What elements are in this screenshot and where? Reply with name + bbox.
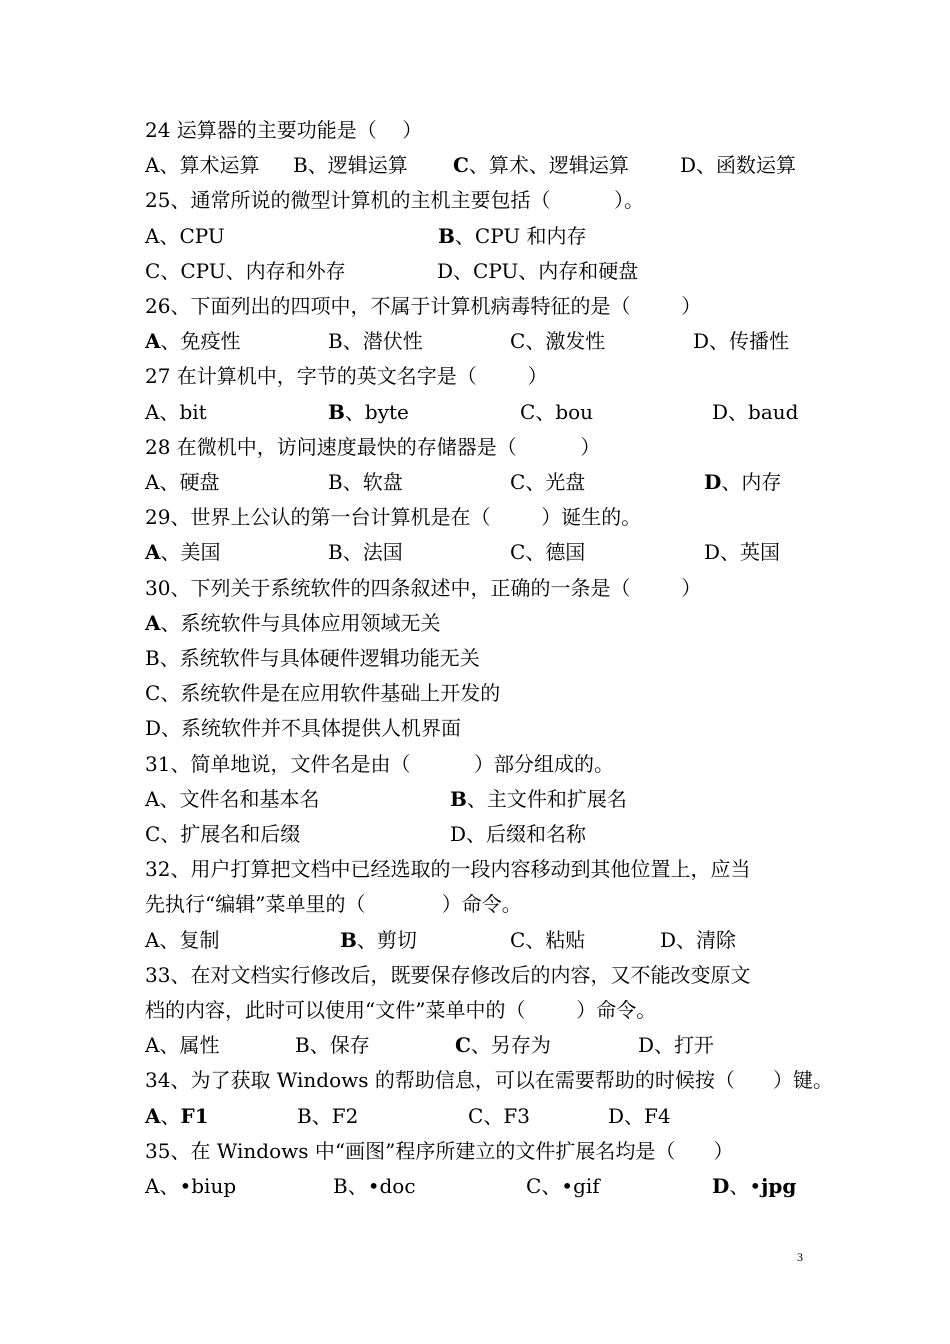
option-separator: 、 (160, 610, 181, 635)
answer-option (145, 1172, 236, 1200)
option-text: doc (379, 1174, 416, 1198)
option-text: 激发性 (545, 329, 606, 354)
option-separator: 、 (160, 681, 181, 706)
option-letter: A (145, 927, 160, 952)
option-text: 扩展名和后缀 (180, 822, 301, 846)
question-stem: 27 在计算机中，字节的英文名字是（ ） (145, 364, 548, 389)
option-text: 系统软件与具体应用领域无关 (180, 610, 441, 635)
option-text: 德国 (545, 540, 586, 565)
option-separator: 、 (160, 329, 181, 354)
option-letter: B (328, 470, 343, 494)
option-text: 免疫性 (180, 329, 241, 354)
option-separator: 、 (307, 153, 328, 178)
answer-option (712, 398, 798, 426)
option-separator: 、 (160, 540, 181, 565)
question-stem: 30、下列关于系统软件的四条叙述中，正确的一条是（ ） (145, 575, 702, 600)
answer-option (693, 327, 789, 355)
option-separator: 、 (161, 716, 182, 741)
option-text: 算术运算 (179, 153, 260, 178)
option-text: 美国 (180, 540, 221, 565)
option-text: 文件名和基本名 (179, 786, 320, 811)
option-separator: 、 (309, 1033, 330, 1058)
option-letter: C (455, 1033, 471, 1058)
answer-option (608, 1102, 671, 1130)
answer-option (510, 468, 585, 496)
option-text: 逻辑运算 (327, 153, 408, 178)
option-letter: A (145, 329, 161, 354)
question-stem: 31、简单地说，文件名是由（ ）部分组成的。 (145, 751, 615, 776)
option-text: 属性 (179, 1033, 220, 1058)
option-letter: D (638, 1033, 655, 1058)
option-separator: 、 (720, 540, 741, 565)
answer-option (145, 1102, 209, 1130)
answer-option (145, 679, 500, 707)
answer-option (297, 1102, 358, 1130)
option-letter: B (438, 223, 455, 248)
option-letter: A (145, 399, 160, 424)
option-separator: 、 (311, 1103, 332, 1128)
option-letter: D (693, 329, 710, 354)
option-separator: 、 (342, 540, 363, 565)
answer-option (333, 1172, 416, 1200)
option-separator: 、• (729, 1174, 762, 1198)
option-separator: 、 (709, 329, 730, 354)
option-text: 后缀和名称 (486, 822, 587, 846)
option-separator: 、• (347, 1174, 380, 1198)
option-letter: A (145, 1174, 160, 1198)
answer-option (453, 151, 629, 179)
option-letter: A (145, 153, 160, 178)
option-letter: C (453, 153, 469, 178)
option-separator: 、 (159, 470, 180, 494)
option-separator: 、 (468, 153, 489, 178)
answer-option (145, 222, 225, 250)
question-stem: 33、在对文档实行修改后，既要保存修改后的内容，又不能改变原文 (145, 962, 751, 987)
option-separator: 、 (525, 540, 546, 565)
option-text: 算术、逻辑运算 (488, 153, 629, 178)
answer-option (145, 1031, 219, 1059)
option-separator: 、 (676, 927, 697, 952)
answer-option (450, 785, 627, 813)
option-letter: D (608, 1103, 625, 1128)
option-letter: A (145, 223, 160, 248)
option-text: 法国 (362, 540, 403, 565)
option-separator: 、 (535, 399, 556, 424)
option-separator: 、 (654, 1033, 675, 1058)
option-text: 粘贴 (545, 927, 586, 952)
answer-option (437, 257, 638, 285)
option-separator: 、• (541, 1174, 574, 1198)
answer-option (145, 609, 441, 637)
option-separator: 、 (624, 1103, 645, 1128)
answer-option (526, 1172, 600, 1200)
answer-option (145, 644, 480, 672)
option-text: bit (179, 399, 207, 424)
option-letter: C (145, 681, 161, 706)
answer-option (145, 327, 241, 355)
option-separator: 、 (696, 153, 717, 178)
option-text: 另存为 (490, 1033, 551, 1058)
option-text: F3 (503, 1103, 530, 1128)
option-letter: D (145, 716, 162, 741)
option-text: gif (573, 1174, 600, 1198)
option-text: 英国 (740, 540, 781, 565)
option-text: 主文件和扩展名 (486, 786, 627, 811)
option-letter: A (145, 786, 160, 811)
option-separator: 、 (160, 258, 181, 283)
option-letter: D (704, 470, 722, 494)
answer-option (145, 257, 346, 285)
option-separator: 、 (159, 223, 180, 248)
answer-option (438, 222, 587, 250)
answer-option (704, 468, 781, 496)
option-separator: 、 (159, 786, 180, 811)
option-text: 函数运算 (716, 153, 797, 178)
option-separator: 、 (454, 223, 475, 248)
option-separator: 、 (344, 399, 365, 424)
option-letter: C (510, 329, 526, 354)
option-letter: B (295, 1033, 310, 1058)
option-letter: D (437, 258, 454, 283)
option-text: byte (364, 399, 409, 424)
option-letter: B (328, 329, 343, 354)
option-text: bou (555, 399, 594, 424)
answer-option (293, 151, 408, 179)
answer-option (328, 468, 403, 496)
option-letter: D (712, 1174, 730, 1198)
answer-option (455, 1031, 551, 1059)
option-letter: C (510, 540, 526, 565)
option-letter: C (510, 927, 526, 952)
option-letter: B (293, 153, 308, 178)
answer-option (340, 926, 417, 954)
option-text: F4 (644, 1103, 671, 1128)
option-text: baud (748, 399, 799, 424)
option-letter: B (297, 1103, 312, 1128)
answer-option (450, 820, 586, 848)
option-text: biup (191, 1174, 237, 1198)
option-separator: 、• (159, 1174, 192, 1198)
option-separator: 、 (342, 470, 363, 494)
option-text: 硬盘 (179, 470, 220, 494)
option-text: 清除 (696, 927, 737, 952)
option-separator: 、 (159, 646, 180, 670)
option-separator: 、 (525, 329, 546, 354)
option-separator: 、 (159, 1033, 180, 1058)
question-stem: 25、通常所说的微型计算机的主机主要包括（ ）。 (145, 188, 645, 213)
option-text: 软盘 (362, 470, 403, 494)
answer-option (712, 1172, 796, 1200)
answer-option (145, 468, 219, 496)
option-letter: D (704, 540, 721, 565)
answer-option (145, 151, 259, 179)
option-separator: 、 (466, 822, 487, 846)
option-text: 剪切 (376, 927, 417, 952)
option-text: 打开 (674, 1033, 715, 1058)
answer-option (520, 398, 593, 426)
question-stem: 24 运算器的主要功能是（ ） (145, 118, 423, 142)
option-separator: 、 (453, 258, 474, 283)
answer-option (468, 1102, 530, 1130)
option-letter: A (145, 1033, 160, 1058)
question-stem: 28 在微机中，访问速度最快的存储器是（ ） (145, 434, 601, 459)
option-letter: A (145, 540, 161, 565)
option-text: CPU、内存和外存 (180, 258, 346, 283)
option-separator: 、 (483, 1103, 504, 1128)
option-letter: D (680, 153, 697, 178)
option-letter: B (450, 786, 467, 811)
question-stem: 26、下面列出的四项中，不属于计算机病毒特征的是（ ） (145, 294, 702, 318)
option-text: 系统软件是在应用软件基础上开发的 (180, 681, 501, 706)
answer-option (328, 327, 423, 355)
answer-option (328, 538, 403, 566)
option-letter: B (340, 927, 357, 952)
option-text: CPU 和内存 (474, 223, 587, 248)
option-letter: D (660, 927, 677, 952)
option-text: 潜伏性 (362, 329, 423, 354)
option-separator: 、 (470, 1033, 491, 1058)
answer-option (638, 1031, 714, 1059)
question-stem: 35、在 Windows 中“画图”程序所建立的文件扩展名均是（ ） (145, 1138, 734, 1163)
option-text: 传播性 (729, 329, 790, 354)
option-separator: 、 (466, 786, 487, 811)
answer-option (510, 926, 585, 954)
answer-option (704, 538, 780, 566)
option-separator: 、 (159, 927, 180, 952)
option-text: CPU (179, 223, 225, 248)
option-separator: 、 (525, 470, 546, 494)
answer-option (660, 926, 736, 954)
question-stem: 档的内容，此时可以使用“文件”菜单中的（ ）命令。 (145, 998, 657, 1022)
option-letter: A (145, 1103, 161, 1128)
option-text: 光盘 (545, 470, 586, 494)
option-letter: D (450, 822, 467, 846)
option-letter: B (145, 646, 160, 670)
option-separator: 、 (160, 1103, 181, 1128)
question-stem: 先执行“编辑”菜单里的（ ）命令。 (145, 892, 522, 917)
option-separator: 、 (525, 927, 546, 952)
answer-option (145, 785, 319, 813)
option-text: 系统软件与具体硬件逻辑功能无关 (179, 646, 480, 670)
answer-option (328, 398, 409, 426)
option-separator: 、 (356, 927, 377, 952)
option-text: 系统软件并不具体提供人机界面 (181, 716, 462, 741)
question-stem: 32、用户打算把文档中已经选取的一段内容移动到其他位置上，应当 (145, 857, 751, 882)
option-text: jpg (761, 1174, 797, 1198)
option-separator: 、 (160, 822, 181, 846)
option-text: 保存 (329, 1033, 370, 1058)
option-letter: C (520, 399, 536, 424)
answer-option (145, 926, 219, 954)
page-number: 3 (797, 1250, 803, 1264)
answer-option (145, 714, 461, 742)
option-text: 内存 (741, 470, 782, 494)
option-letter: C (468, 1103, 484, 1128)
option-letter: C (145, 258, 161, 283)
option-letter: A (145, 610, 161, 635)
option-separator: 、 (721, 470, 742, 494)
option-text: 复制 (179, 927, 220, 952)
answer-option (510, 538, 585, 566)
question-stem: 34、为了获取 Windows 的帮助信息，可以在需要帮助的时候按（ ）键。 (145, 1068, 834, 1093)
option-letter: B (328, 399, 345, 424)
option-letter: B (328, 540, 343, 565)
answer-option (145, 398, 207, 426)
option-letter: C (145, 822, 161, 846)
option-separator: 、 (159, 153, 180, 178)
question-stem: 29、世界上公认的第一台计算机是在（ ）诞生的。 (145, 505, 642, 530)
option-text: F2 (331, 1103, 359, 1128)
option-separator: 、 (728, 399, 749, 424)
answer-option (145, 538, 221, 566)
option-separator: 、 (342, 329, 363, 354)
answer-option (680, 151, 796, 179)
option-letter: A (145, 470, 160, 494)
option-text: F1 (180, 1103, 209, 1128)
answer-option (510, 327, 605, 355)
option-text: CPU、内存和硬盘 (473, 258, 639, 283)
option-letter: C (526, 1174, 542, 1198)
option-letter: C (510, 470, 526, 494)
answer-option (295, 1031, 370, 1059)
option-letter: D (712, 399, 729, 424)
option-separator: 、 (159, 399, 180, 424)
answer-option (145, 820, 300, 848)
option-letter: B (333, 1174, 348, 1198)
